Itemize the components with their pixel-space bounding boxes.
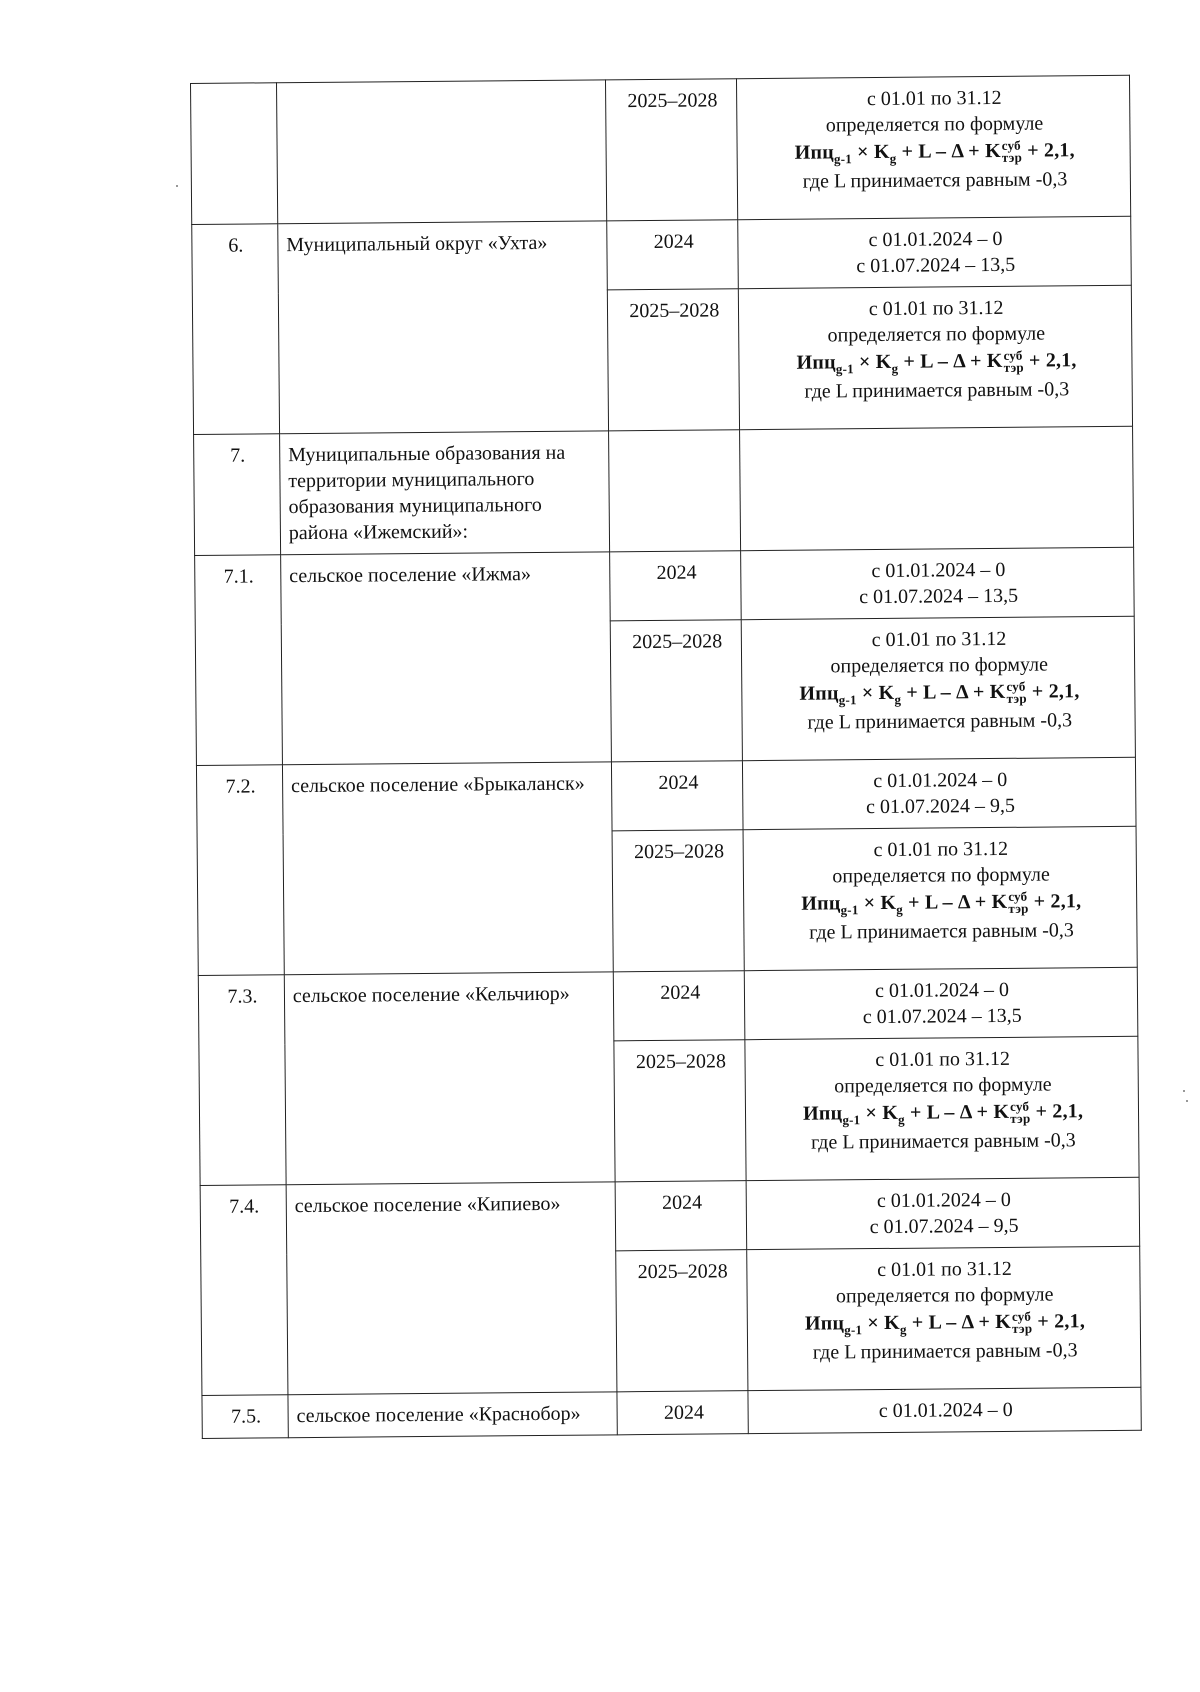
scan-speck bbox=[176, 185, 178, 187]
period-text: с 01.01 по 31.12 bbox=[866, 86, 1002, 111]
row-number: 7. bbox=[194, 434, 281, 556]
formula-mid: + L – Δ + K bbox=[902, 890, 1008, 914]
formula-mid: + L – Δ + K bbox=[906, 1310, 1012, 1334]
row-name: Муниципальный округ «Ухта» bbox=[278, 221, 609, 434]
row-name: сельское поселение «Кельчиюр» bbox=[284, 972, 615, 1185]
formula-sub3: тэр bbox=[1001, 150, 1023, 166]
formula-sub2: g bbox=[899, 1321, 907, 1337]
formula-tail: + 2,1, bbox=[1030, 1100, 1084, 1123]
where-text: где L принимается равным -0,3 bbox=[802, 168, 1068, 194]
formula-sub: g-1 bbox=[842, 1112, 861, 1128]
method-text: определяется по формуле bbox=[834, 1073, 1052, 1098]
table-row bbox=[196, 757, 1136, 834]
row-year: 2024 bbox=[610, 551, 741, 621]
formula-sub2: g bbox=[889, 150, 897, 166]
formula-tail: + 2,1, bbox=[1023, 349, 1077, 372]
row-year-empty bbox=[609, 430, 741, 552]
formula-sub2: g bbox=[898, 1111, 905, 1127]
formula bbox=[750, 678, 1128, 708]
formula bbox=[752, 888, 1130, 918]
dates-cell bbox=[745, 967, 1138, 1039]
formula-sub2: g bbox=[896, 901, 904, 917]
table-row bbox=[202, 1387, 1141, 1438]
row-year: 2024 bbox=[607, 220, 738, 290]
row-number: 7.1. bbox=[195, 555, 283, 766]
formula bbox=[746, 137, 1124, 167]
formula-mid: + L – Δ + K bbox=[900, 680, 1006, 704]
period-text: с 01.01 по 31.12 bbox=[871, 627, 1007, 652]
formula-tail: + 2,1, bbox=[1028, 890, 1082, 913]
formula-main: Ипц bbox=[796, 351, 836, 374]
row-number: 7.3. bbox=[198, 975, 286, 1186]
formula-mid: + L – Δ + K bbox=[898, 349, 1003, 373]
formula-index-stack bbox=[1004, 350, 1024, 374]
method-text: определяется по формуле bbox=[827, 322, 1046, 347]
formula-sub: g-1 bbox=[835, 361, 854, 377]
formula-index-stack bbox=[1006, 681, 1026, 705]
formula-index-stack bbox=[1008, 891, 1028, 915]
row-name: сельское поселение «Ижма» bbox=[281, 552, 612, 765]
row-number: 6. bbox=[192, 224, 280, 435]
date-value-2: с 01.07.2024 – 13,5 bbox=[859, 584, 1019, 609]
date-value-1: с 01.01.2024 – 0 bbox=[875, 978, 1010, 1003]
formula-sub: g-1 bbox=[844, 1322, 863, 1338]
formula-sub2: g bbox=[894, 691, 902, 707]
formula-index-stack bbox=[1010, 1101, 1030, 1125]
table-row bbox=[192, 216, 1132, 293]
date-value-2: с 01.07.2024 – 9,5 bbox=[865, 794, 1015, 819]
row-year: 2025–2028 bbox=[612, 830, 744, 972]
date-value-1: с 01.01.2024 – 0 bbox=[878, 1398, 1013, 1423]
formula-cell bbox=[739, 285, 1133, 429]
method-text: определяется по формуле bbox=[835, 1283, 1054, 1308]
row-name bbox=[276, 80, 607, 224]
row-year: 2025–2028 bbox=[614, 1040, 746, 1182]
row-year: 2024 bbox=[614, 971, 745, 1041]
row-name: Муниципальные образования на территории муниципального образования муниципального района «Ижемский»: bbox=[279, 431, 610, 555]
row-year: 2024 bbox=[617, 1391, 748, 1435]
where-text: где L принимается равным -0,3 bbox=[807, 709, 1073, 735]
formula-sup3: суб bbox=[1001, 138, 1021, 154]
formula-sup3: суб bbox=[1010, 1099, 1030, 1115]
formula-sub: g-1 bbox=[833, 151, 853, 167]
formula-times: × K bbox=[860, 1101, 899, 1125]
where-text: где L принимается равным -0,3 bbox=[810, 1129, 1076, 1155]
date-value-2: с 01.07.2024 – 9,5 bbox=[869, 1214, 1019, 1239]
row-year: 2025–2028 bbox=[608, 289, 740, 431]
date-value-1: с 01.01.2024 – 0 bbox=[871, 558, 1006, 583]
formula-cell bbox=[747, 1246, 1141, 1390]
row-name: сельское поселение «Кипиево» bbox=[286, 1182, 617, 1395]
formula-times: × K bbox=[853, 350, 892, 374]
formula bbox=[748, 347, 1126, 377]
formula-main: Ипц bbox=[803, 1102, 843, 1125]
table-row bbox=[191, 75, 1131, 224]
formula bbox=[754, 1098, 1132, 1128]
formula-times: × K bbox=[858, 891, 897, 915]
dates-cell bbox=[741, 547, 1134, 619]
scan-speck bbox=[1186, 1100, 1188, 1102]
formula-cell bbox=[743, 826, 1137, 970]
formula-main: Ипц bbox=[794, 141, 835, 164]
formula-sup3: суб bbox=[1008, 889, 1028, 905]
row-name: сельское поселение «Краснобор» bbox=[288, 1392, 618, 1438]
formula-sub3: тэр bbox=[1008, 901, 1029, 917]
formula-sub2: g bbox=[891, 360, 899, 376]
dates-cell bbox=[748, 1387, 1141, 1433]
row-year: 2025–2028 bbox=[606, 79, 738, 221]
scan-speck bbox=[1183, 1090, 1185, 1092]
table-row bbox=[194, 426, 1134, 555]
tariff-table bbox=[190, 75, 1142, 1439]
formula-sub3: тэр bbox=[1003, 360, 1024, 376]
formula-cell bbox=[745, 1036, 1139, 1180]
row-value-empty bbox=[740, 426, 1134, 550]
date-value-1: с 01.01.2024 – 0 bbox=[868, 227, 1003, 252]
formula-main: Ипц bbox=[801, 892, 841, 915]
formula-index-stack bbox=[1002, 140, 1022, 164]
method-text: определяется по формуле bbox=[830, 653, 1049, 678]
formula-mid: + L – Δ + K bbox=[896, 139, 1001, 163]
dates-cell bbox=[743, 757, 1136, 829]
table-row bbox=[200, 1177, 1140, 1254]
where-text: где L принимается равным -0,3 bbox=[812, 1339, 1078, 1365]
formula-sub: g-1 bbox=[838, 692, 857, 708]
table-row bbox=[198, 967, 1138, 1044]
formula-main: Ипц bbox=[799, 682, 839, 705]
formula-cell bbox=[741, 616, 1135, 760]
row-number: 7.5. bbox=[202, 1395, 288, 1439]
formula-cell bbox=[737, 75, 1131, 219]
date-value-2: с 01.07.2024 – 13,5 bbox=[856, 253, 1016, 278]
formula-sup3: суб bbox=[1011, 1309, 1032, 1325]
table-row bbox=[195, 547, 1135, 624]
formula-sup3: суб bbox=[1003, 348, 1023, 364]
date-value-2: с 01.07.2024 – 13,5 bbox=[862, 1004, 1022, 1029]
method-text: определяется по формуле bbox=[825, 112, 1044, 137]
row-year: 2024 bbox=[616, 1181, 747, 1251]
formula-sub3: тэр bbox=[1010, 1111, 1031, 1127]
dates-cell bbox=[746, 1177, 1139, 1249]
dates-cell bbox=[738, 216, 1131, 288]
formula-sub3: тэр bbox=[1006, 691, 1027, 707]
period-text: с 01.01 по 31.12 bbox=[868, 296, 1004, 321]
period-text: с 01.01 по 31.12 bbox=[873, 837, 1009, 862]
formula bbox=[756, 1308, 1134, 1338]
date-value-1: с 01.01.2024 – 0 bbox=[873, 768, 1008, 793]
row-name: сельское поселение «Брыкаланск» bbox=[282, 762, 613, 975]
formula-mid: + L – Δ + K bbox=[904, 1100, 1010, 1124]
formula-times: × K bbox=[856, 681, 895, 705]
date-value-1: с 01.01.2024 – 0 bbox=[876, 1188, 1011, 1213]
period-text: с 01.01 по 31.12 bbox=[877, 1257, 1012, 1282]
where-text: где L принимается равным -0,3 bbox=[804, 378, 1070, 404]
method-text: определяется по формуле bbox=[832, 863, 1050, 888]
row-year: 2025–2028 bbox=[611, 620, 743, 762]
formula-sup3: суб bbox=[1006, 679, 1026, 695]
row-year: 2025–2028 bbox=[616, 1250, 748, 1392]
row-number bbox=[191, 83, 278, 225]
formula-times: × K bbox=[851, 140, 890, 164]
formula-sub: g-1 bbox=[840, 902, 859, 918]
formula-main: Ипц bbox=[804, 1312, 845, 1335]
row-number: 7.2. bbox=[196, 765, 284, 976]
row-year: 2024 bbox=[612, 761, 743, 831]
formula-tail: + 2,1, bbox=[1032, 1310, 1086, 1333]
row-number: 7.4. bbox=[200, 1185, 288, 1396]
period-text: с 01.01 по 31.12 bbox=[875, 1047, 1011, 1072]
formula-sub3: тэр bbox=[1011, 1321, 1033, 1337]
formula-times: × K bbox=[862, 1311, 900, 1335]
formula-tail: + 2,1, bbox=[1021, 139, 1075, 162]
formula-tail: + 2,1, bbox=[1026, 680, 1080, 703]
where-text: где L принимается равным -0,3 bbox=[809, 919, 1074, 945]
formula-index-stack bbox=[1012, 1311, 1032, 1335]
